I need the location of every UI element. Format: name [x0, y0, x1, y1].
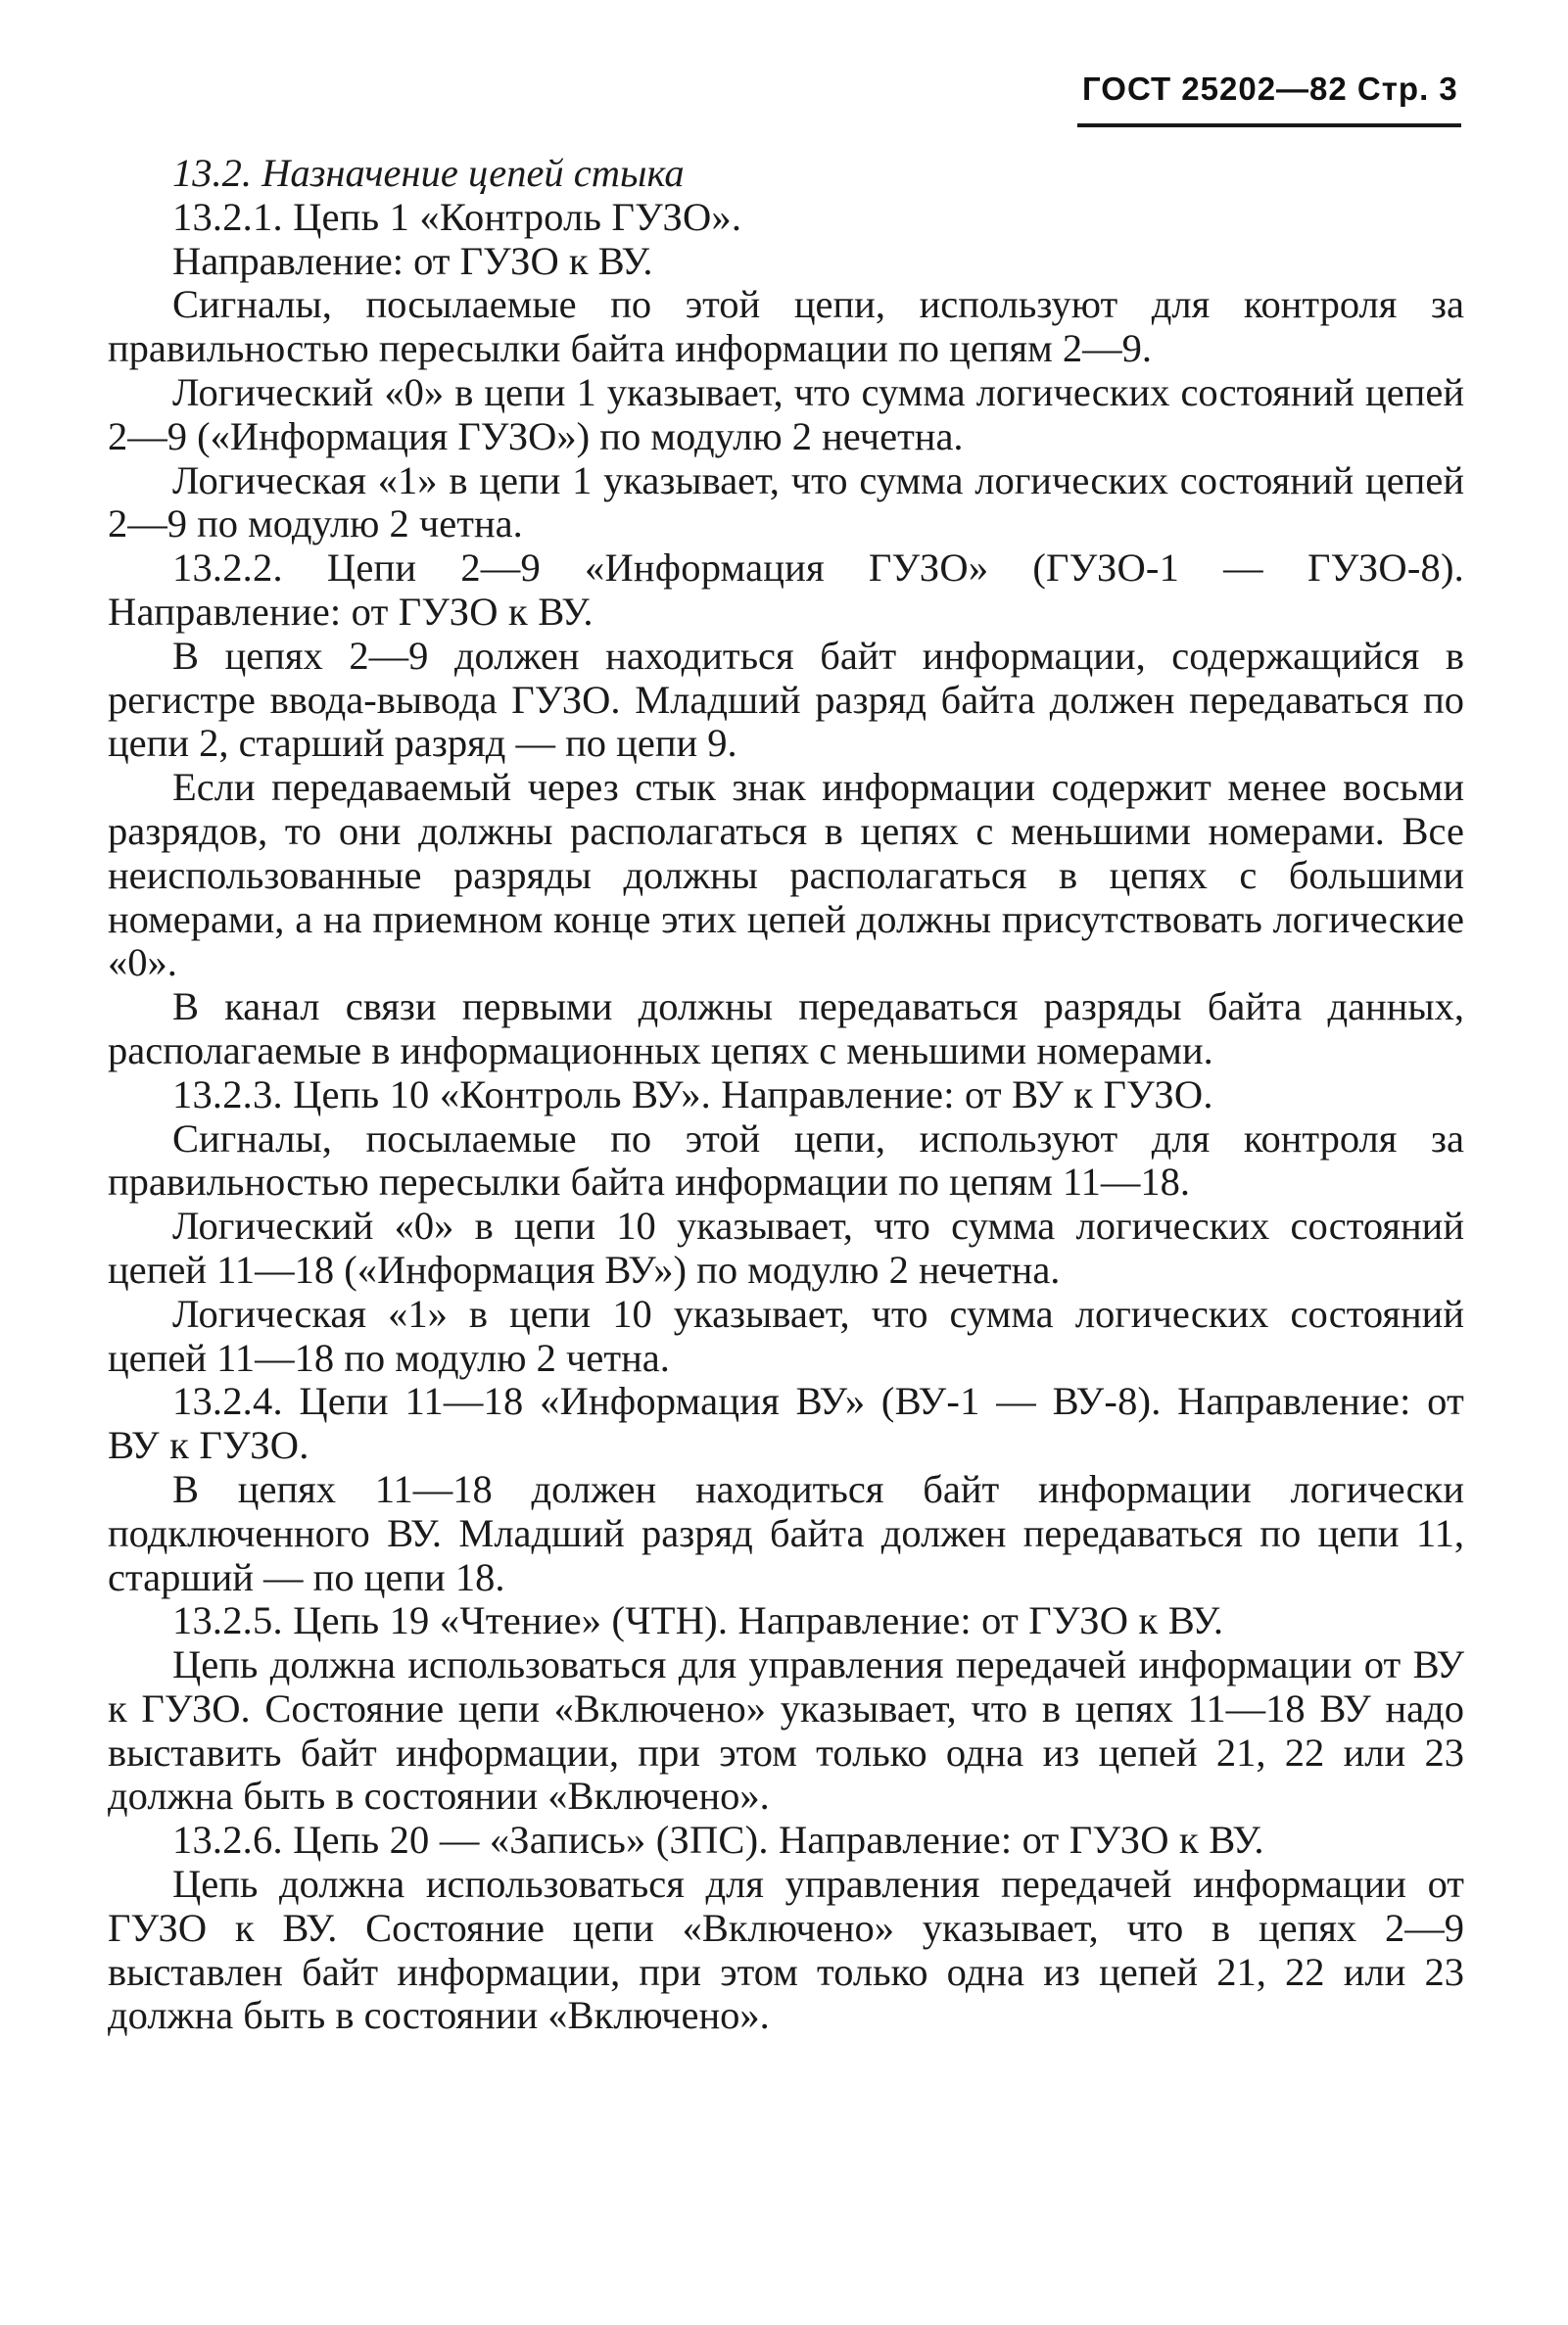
- paragraph: Цепь должна использоваться для управления передачей информации от ВУ к ГУЗО. Состояние цепи «Включено» указывает, что в цепях 11—18 ВУ надо выставить байт информации, при этом только одна из цепей 21, 22 или 23 должна быть в состоянии «Включено».: [108, 1642, 1464, 1819]
- page-number: Стр. 3: [1356, 71, 1458, 107]
- standard-number: ГОСТ 25202—82: [1082, 71, 1348, 107]
- clause-13-2-1: 13.2.1. Цепь 1 «Контроль ГУЗО».: [172, 194, 742, 239]
- paragraph: Сигналы, посылаемые по этой цепи, используют для контроля за правильностью пересылки байта информации по цепям 11—18.: [108, 1115, 1464, 1205]
- clause-13-2-4: 13.2.4. Цепи 11—18 «Информация ВУ» (ВУ-1 — ВУ-8). Направление: от ВУ к ГУЗО.: [108, 1379, 1464, 1468]
- clause-13-2-3: 13.2.3. Цепь 10 «Контроль ВУ». Направление: от ВУ к ГУЗО.: [172, 1071, 1213, 1116]
- clause-13-2-2: 13.2.2. Цепи 2—9 «Информация ГУЗО» (ГУЗО-1 — ГУЗО-8). Направление: от ГУЗО к ВУ.: [108, 546, 1464, 634]
- page-header: [1082, 71, 1464, 108]
- paragraph: В цепях 2—9 должен находиться байт информации, содержащийся в регистре ввода-вывода ГУЗО. Младший разряд байта должен передаваться по цепи 2, старший разряд — по цепи 9.: [108, 633, 1464, 766]
- header-rule: [1077, 123, 1461, 127]
- paragraph: Логическая «1» в цепи 1 указывает, что сумма логических состояний цепей 2—9 по модулю 2 четна.: [108, 457, 1464, 546]
- paragraph: Логическая «1» в цепи 10 указывает, что сумма логических состояний цепей 11—18 по модулю 2 четна.: [108, 1291, 1464, 1380]
- paragraph: Направление: от ГУЗО к ВУ.: [172, 238, 653, 283]
- paragraph: Логический «0» в цепи 10 указывает, что сумма логических состояний цепей 11—18 («Информация ВУ») по модулю 2 нечетна.: [108, 1204, 1464, 1292]
- paragraph: Если передаваемый через стык знак информации содержит менее восьми разрядов, то они должны располагаться в цепях с меньшими номерами. Все неиспользованные разряды должны располагаться в цепях с большими номерами, а на приемном конце этих цепей должны присутствовать логические «0».: [108, 765, 1464, 985]
- paragraph: В цепях 11—18 должен находиться байт информации логически подключенного ВУ. Младший разряд байта должен передаваться по цепи 11, старший — по цепи 18.: [108, 1466, 1464, 1599]
- section-heading: 13.2. Назначение цепей стыка: [172, 151, 685, 195]
- paragraph: В канал связи первыми должны передаваться разряды байта данных, располагаемые в информационных цепях с меньшими номерами.: [108, 984, 1464, 1072]
- paragraph: Логический «0» в цепи 1 указывает, что сумма логических состояний цепей 2—9 («Информация ГУЗО») по модулю 2 нечетна.: [108, 369, 1464, 458]
- paragraph: Сигналы, посылаемые по этой цепи, используют для контроля за правильностью пересылки байта информации по цепям 2—9.: [108, 282, 1464, 371]
- paragraph: Цепь должна использоваться для управления передачей информации от ГУЗО к ВУ. Состояние цепи «Включено» указывает, что в цепях 2—9 выставлен байт информации, при этом только одна из цепей 21, 22 или 23 должна быть в состоянии «Включено».: [108, 1862, 1464, 2038]
- document-body: [108, 152, 1464, 2038]
- clause-13-2-6: 13.2.6. Цепь 20 — «Запись» (ЗПС). Направление: от ГУЗО к ВУ.: [172, 1818, 1264, 1863]
- clause-13-2-5: 13.2.5. Цепь 19 «Чтение» (ЧТН). Направление: от ГУЗО к ВУ.: [172, 1598, 1224, 1643]
